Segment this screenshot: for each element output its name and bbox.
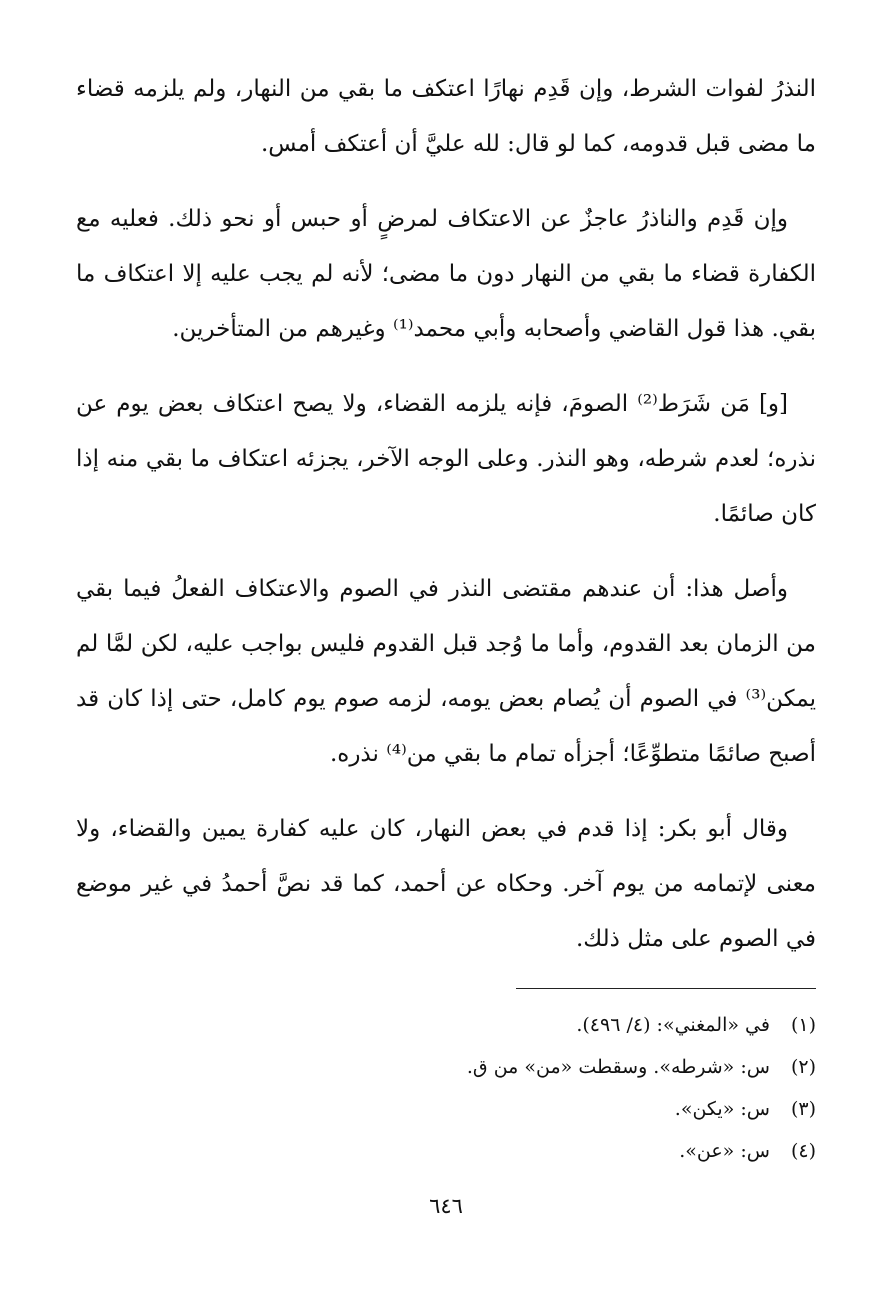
- footnote-text: س: «شرطه». وسقطت «من» من ق.: [466, 1056, 770, 1078]
- footnote-4: [76, 1130, 816, 1172]
- footnote-number: (٤): [790, 1140, 816, 1162]
- paragraph-2: وإن قَدِم والناذرُ عاجزٌ عن الاعتكاف لمرضٍ أو حبس أو نحو ذلك. فعليه مع الكفارة قضاء ما بقي من النهار دون ما مضى؛ لأنه لم يجب عليه إلا اعتكاف ما بقي. هذا قول القاضي وأصحابه وأبي محمد⁽¹⁾ وغيرهم من المتأخرين.: [76, 206, 816, 342]
- footnote-number: (٢): [790, 1056, 816, 1078]
- paragraph-1: النذرُ لفوات الشرط، وإن قَدِم نهارًا اعتكف ما بقي من النهار، ولم يلزمه قضاء ما مضى قبل قدومه، كما لو قال: لله عليَّ أن أعتكف أمس.: [76, 76, 816, 157]
- main-text: [76, 62, 816, 987]
- footnote-3: [76, 1088, 816, 1130]
- footnote-number: (٣): [790, 1098, 816, 1120]
- footnote-number: (١): [790, 1014, 816, 1036]
- footnote-text: س: «عن».: [679, 1140, 770, 1162]
- footnote-1: [76, 1004, 816, 1046]
- footnotes: [76, 1004, 816, 1172]
- footnote-text: س: «يكن».: [674, 1098, 770, 1120]
- page-number: ٦٤٦: [429, 1194, 463, 1218]
- footnote-2: [76, 1046, 816, 1088]
- paragraph-5: وقال أبو بكر: إذا قدم في بعض النهار، كان عليه كفارة يمين والقضاء، ولا معنى لإتمامه من يوم آخر. وحكاه عن أحمد، كما قد نصَّ أحمدُ في غير موضع في الصوم على مثل ذلك.: [76, 816, 816, 952]
- footnote-text: في «المغني»: (٤/ ٤٩٦).: [576, 1014, 770, 1036]
- paragraph-4: وأصل هذا: أن عندهم مقتضى النذر في الصوم والاعتكاف الفعلُ فيما بقي من الزمان بعد القدوم، وأما ما وُجد قبل القدوم فليس بواجب عليه، لكن لمَّا لم يمكن⁽³⁾ في الصوم أن يُصام بعض يومه، لزمه صوم يوم كامل، حتى إذا كان قد أصبح صائمًا متطوِّعًا؛ أجزأه تمام ما بقي من⁽⁴⁾ نذره.: [76, 576, 816, 767]
- paragraph-3: [و] مَن شَرَط⁽²⁾ الصومَ، فإنه يلزمه القضاء، ولا يصح اعتكاف بعض يوم عن نذره؛ لعدم شرطه، وهو النذر. وعلى الوجه الآخر، يجزئه اعتكاف ما بقي منه إذا كان صائمًا.: [76, 391, 816, 527]
- footnote-divider: [516, 988, 816, 989]
